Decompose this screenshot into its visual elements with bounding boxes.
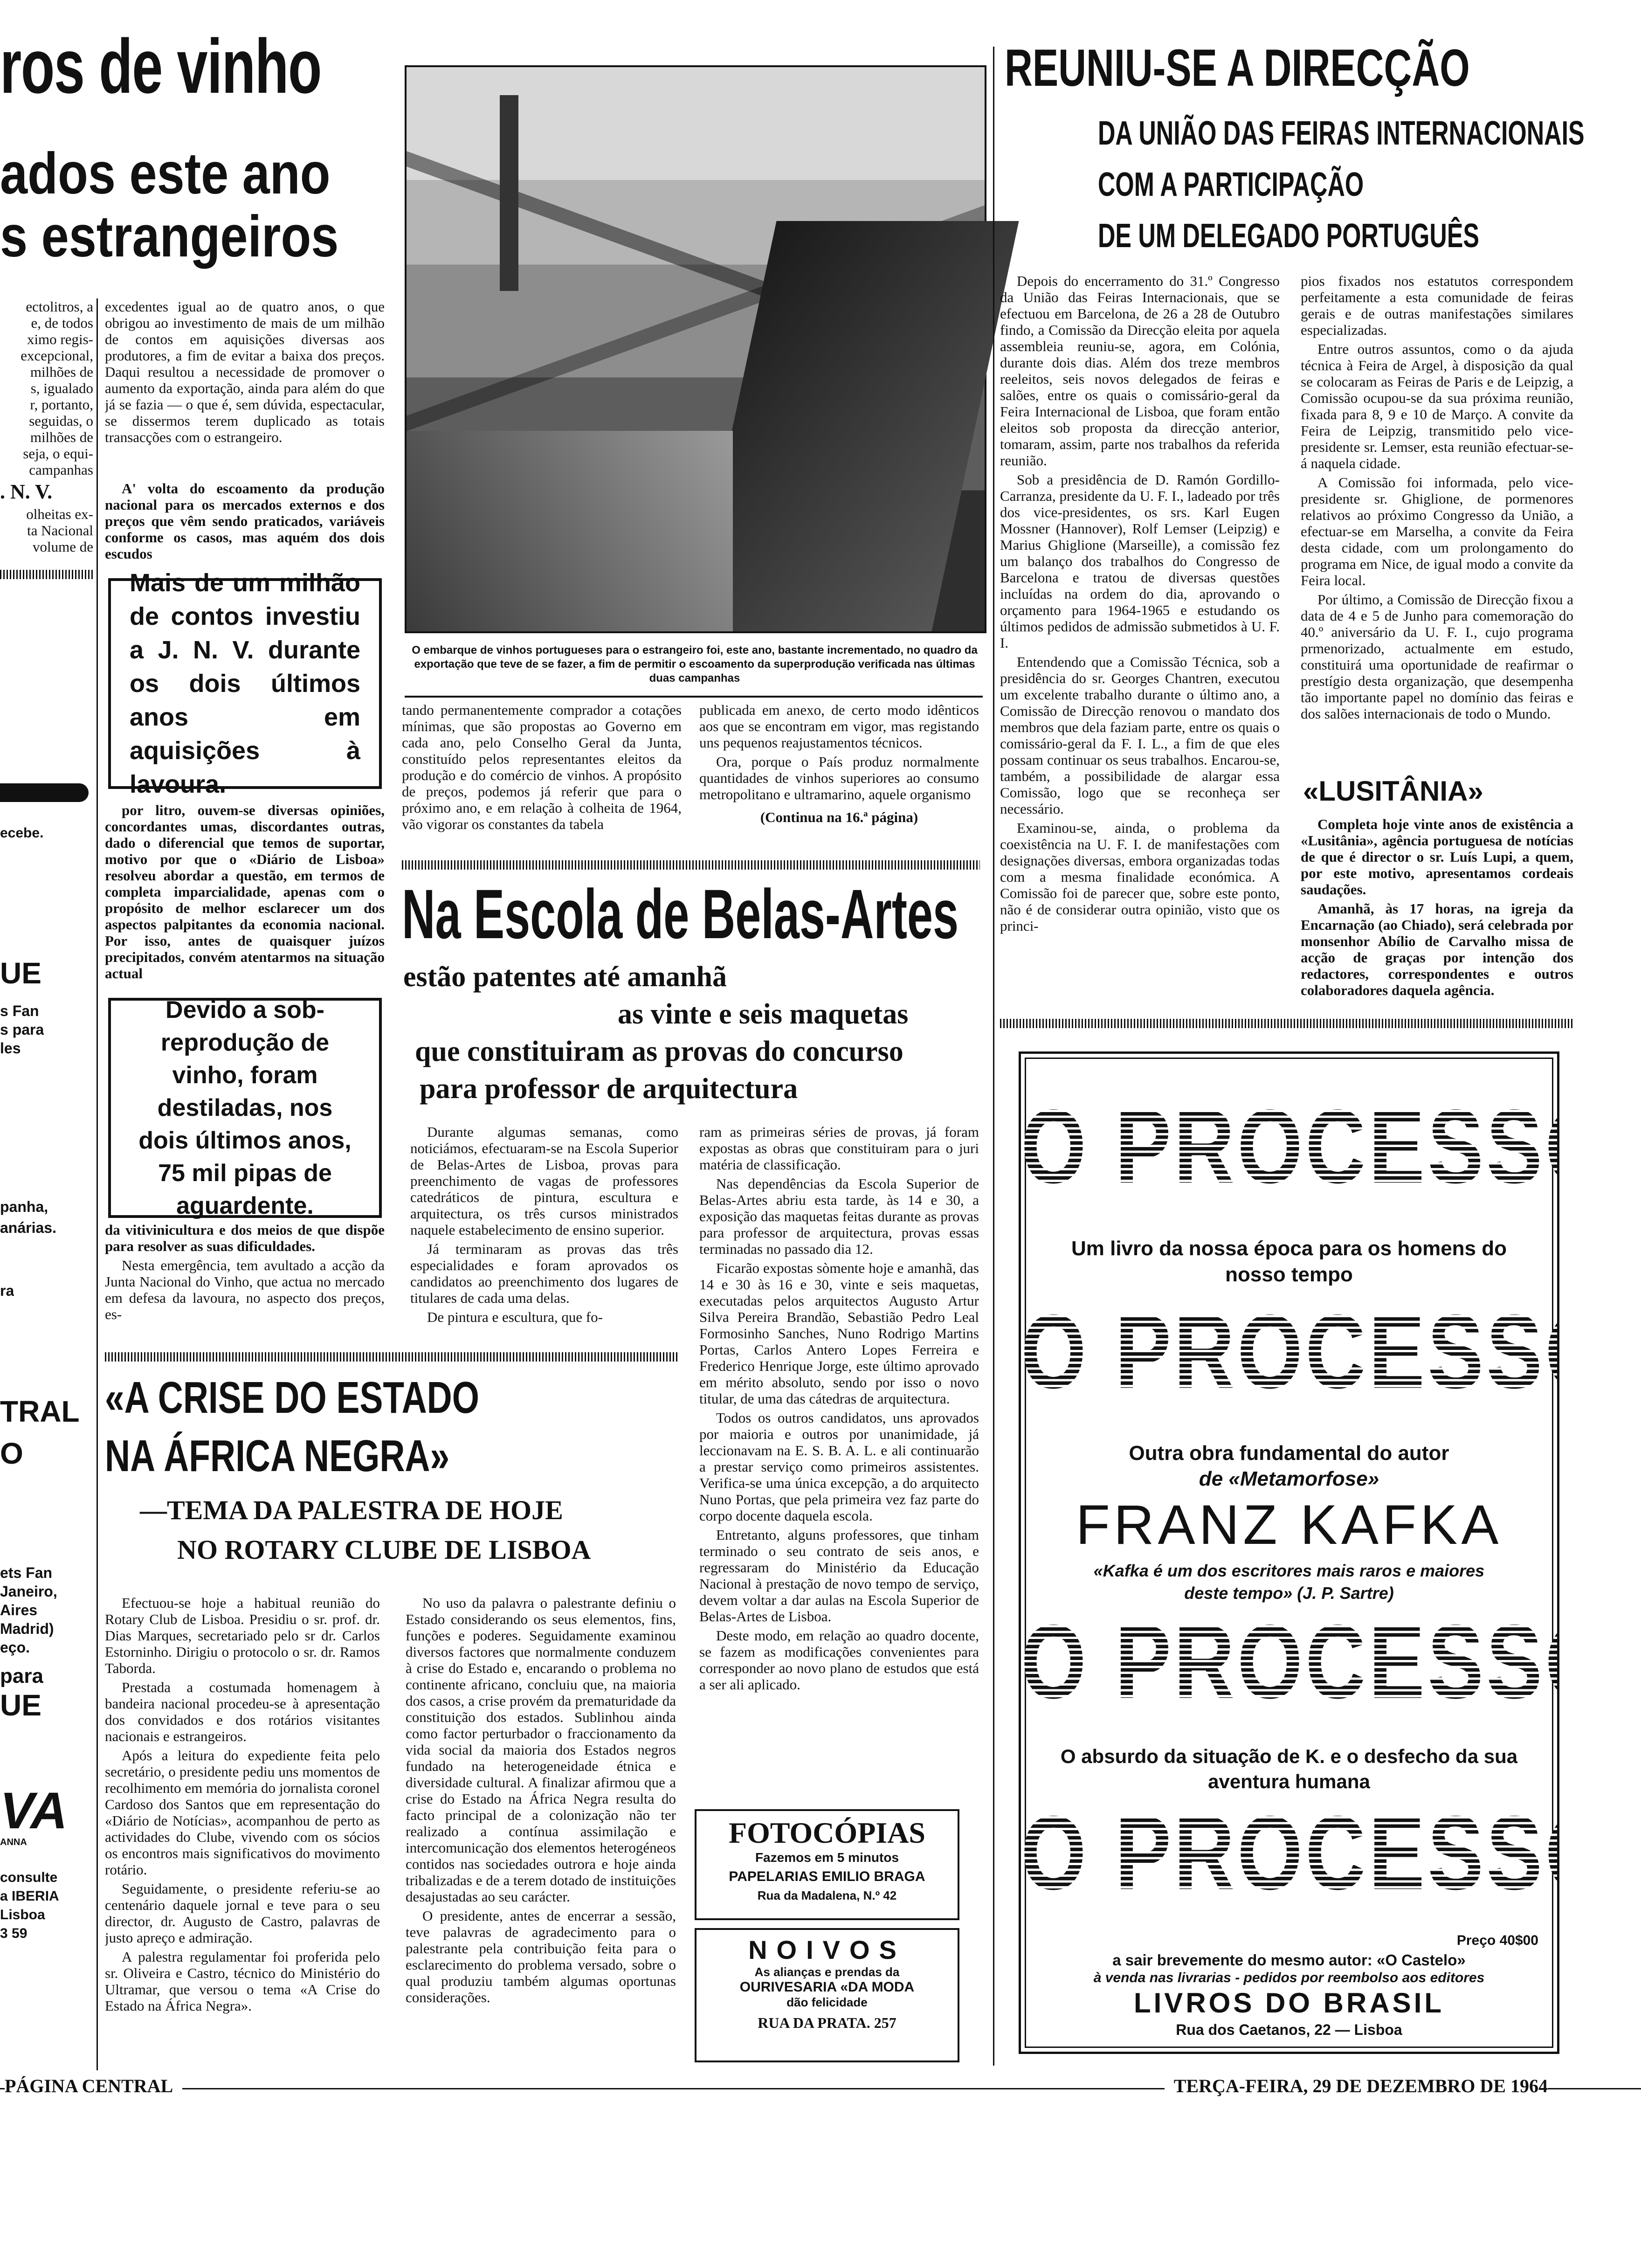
wine-col1-p3	[105, 802, 385, 989]
crise-paragraph: Após a leitura do expediente feita pelo secretário, o presidente pediu uns momentos de recolhimento em memória do jornalista coronel Cardoso dos Santos que em representação do «Diário de Notícias», acompanhou de perto as actividades do Clube, vivendo com os sócios os encontros mais significativos do movimento rotário.	[105, 1747, 380, 1878]
belas-paragraph: Ficarão expostas sòmente hoje e amanhã, das 14 e 30 às 16 e 30, vinte e seis maquetas, executadas pelos arquitectos Augusto Artur Silva Pereira Brandão, Sebastião Pedro Leal Formosinho Sanches, Nuno Rodrigo Martins Portas, Carlos Antero Lopes Ferreira e Frederico Henrique Jorge, este último aprovado em mérito absoluto, sendo por isso o novo titular, de uma das cátedras de arquitectura.	[699, 1260, 979, 1407]
noivos-line-2: OURIVESARIA «DA MODA	[739, 1979, 915, 1995]
processo-author: FRANZ KAFKA	[1076, 1494, 1503, 1556]
wine-continua-label: (Continua na 16.ª página)	[760, 809, 918, 825]
left-text-line: volume de	[33, 539, 93, 555]
feiras-paragraph: A Comissão foi informada, pelo vice-presidente sr. Ghiglione, de pormenores relativos ao próximo Congresso da União, a efectuar-se em Marselha, a convite da Feira desta cidade, com um prolongamento do programa em Nice, de igual modo a convite da Feira local.	[1301, 474, 1573, 588]
wine-paragraph: da vitivinicultura e dos meios de que dispõe para resolver as suas dificuldades.	[105, 1222, 385, 1254]
photo-crane-shape	[500, 95, 518, 291]
left-text-line: ta Nacional	[27, 522, 93, 539]
feiras-paragraph: Entre outros assuntos, como o da ajuda técnica à Feira de Argel, à disposição da qual se colocaram as Feiras de Paris e de Leipzig, a Comissão ocupou-se da sua próxima reunião, fixada para 8, 9 e 10 de Março. A convite da Feira de Leipzig, transmitido pelo vice-presidente sr. Lemser, esta reunião efectuar-se-á naquela cidade.	[1301, 341, 1573, 471]
wine-shipping-photo	[405, 65, 986, 633]
belas-artes-deck-2: as vinte e seis maquetas	[618, 998, 909, 1030]
crise-headline-2: NA ÁFRICA NEGRA»	[105, 1431, 450, 1481]
processo-title-1: O PROCESSO	[1021, 1088, 1613, 1205]
processo-title-3: O PROCESSO	[1021, 1603, 1613, 1721]
noivos-title: NOIVOS	[748, 1935, 906, 1964]
left-text-line: e, de todos	[31, 315, 93, 331]
wine-col3	[699, 702, 979, 856]
left-ad-fragments	[0, 727, 93, 1996]
left-headline-line-3: s estrangeiros	[0, 204, 339, 269]
footer-date: TERÇA-FEIRA, 29 DE DEZEMBRO DE 1964	[1165, 2075, 1548, 2097]
left-ad-airplane-icon	[0, 783, 89, 802]
processo-tagline-2b: de «Metamorfose»	[1199, 1467, 1379, 1490]
wine-highlight-box-2	[108, 998, 382, 1218]
left-ad-fragment: ecebe.	[0, 825, 44, 841]
fotocopias-line-2: PAPELARIAS EMILIO BRAGA	[729, 1869, 925, 1884]
wine-highlight-box-1	[108, 569, 382, 798]
footer-page-label: PÁGINA CENTRAL	[5, 2075, 182, 2097]
feiras-paragraph: Sob a presidência de D. Ramón Gordillo-Carranza, presidente da U. F. I., ladeado por três dos vice-presidentes, os srs. Karl Eugen Mossner (Hannover), Rolf Lemser (Leipzig) e Marius Ghiglione (Marseille), a comissão fez um balanço dos trabalhos do Congresso de Barcelona e tratou de diversas questões incluídas na ordem do dia, aprovando o orçamento para 1964-1965 e estudando os últimos pedidos de admissão submetidos à U. F. I.	[1000, 471, 1280, 651]
column-divider-mid	[993, 47, 994, 2066]
belas-artes-col2	[699, 1124, 979, 1758]
left-ad-fragment: a IBERIA	[0, 1888, 59, 1904]
left-ad-fragment: Madrid)	[0, 1620, 54, 1637]
left-ad-fragment: 3 59	[0, 1926, 28, 1941]
processo-title-4: O PROCESSO	[1021, 1794, 1613, 1912]
crise-headline-1: «A CRISE DO ESTADO	[105, 1373, 479, 1423]
wine-col1-top	[105, 298, 385, 476]
processo-publisher: LIVROS DO BRASIL	[1133, 1987, 1445, 2019]
left-headline-line-2: ados este ano	[0, 141, 331, 206]
left-ad-fragment: Lisboa	[0, 1907, 45, 1922]
left-text-line: . N. V.	[0, 480, 53, 503]
belas-left-rule	[105, 1352, 678, 1362]
left-text-line: excepcional,	[21, 347, 93, 364]
left-text-line: olheitas ex-	[26, 506, 93, 522]
wine-highlight-text-1: Mais de um milhão de contos investiu a J. N. V. durante os dois últimos anos em aquisições à lavoura.	[130, 569, 360, 798]
left-ad-fragment: VA	[0, 1782, 68, 1839]
feiras-col1	[1000, 273, 1280, 1014]
processo-quote: «Kafka é um dos escritores mais raros e maiores deste tempo» (J. P. Sartre)	[1093, 1561, 1485, 1603]
left-ad-fragment: s para	[0, 1021, 44, 1038]
left-ad-fragment: ANNA	[0, 1837, 27, 1847]
left-strip-text	[0, 298, 93, 569]
wine-paragraph: publicada em anexo, de certo modo idênticos aos que se encontram em vigor, mas registando uns pequenos reajustamentos técnicos.	[699, 702, 979, 751]
photo-caption-rule	[405, 696, 983, 698]
processo-tagline-3: O absurdo da situação de K. e o desfecho da sua aventura humana	[1060, 1745, 1518, 1792]
crise-paragraph: Seguidamente, o presidente referiu-se ao centenário daquele jornal e teve para o seu director, dr. Augusto de Castro, palavras de justo apreço e admiração.	[105, 1881, 380, 1946]
feiras-sub-1: DA UNIÃO DAS FEIRAS INTERNACIONAIS	[1098, 115, 1585, 152]
wine-paragraph: por litro, ouvem-se diversas opiniões, concordantes umas, discordantes outras, dado o diferencial que temos de suportar, motivo por que o «Diário de Lisboa» resolveu abordar a questão, em termos de completa imparcialidade, apenas com o propósito de melhor esclarecer um dos aspectos palpitantes da economia nacional. Por isso, antes de quaisquer juízos precipitados, convém atentarmos na situação actual	[105, 802, 385, 982]
belas-paragraph: De pintura e escultura, que fo-	[427, 1309, 603, 1325]
left-ad-fragment: para	[0, 1665, 43, 1687]
lusitania-heading: «LUSITÂNIA»	[1303, 775, 1483, 807]
crise-paragraph: Efectuou-se hoje a habitual reunião do Rotary Club de Lisboa. Presidiu o sr. prof. dr. Dias Marques, secretariado pelo sr dr. Carlos Estorninho. Dirigiu o protocolo o sr. dr. Ramos Taborda.	[105, 1595, 380, 1676]
belas-paragraph: Durante algumas semanas, como noticiámos, efectuaram-se na Escola Superior de Belas-Artes de Lisboa, provas para preenchimento de vagas de professores catedráticos de pintura, escultura e arquitectura, os três cursos ministrados naquele estabelecimento de ensino superior.	[410, 1124, 678, 1238]
left-text-line: milhões de	[30, 364, 93, 380]
wine-paragraph: excedentes igual ao de quatro anos, o que obrigou ao investimento de mais de um milhão de contos em aquisições diversas aos produtores, a fim de evitar a baixa dos preços. Daqui resultou a necessidade de promover o aumento da exportação, ainda para além do que já se fazia — o que é, sem dúvida, espectacular, se dissermos terem duplicado as totais transacções com o estrangeiro.	[105, 298, 385, 445]
photo-caption: O embarque de vinhos portugueses para o estrangeiro foi, este ano, bastante incrementado, no quadro da exportação que teve de se fazer, a fim de permitir o escoamento da superprodução verificada nas últimas duas campanhas	[412, 644, 978, 685]
processo-price: Preço 40$00	[1456, 1933, 1538, 1948]
noivos-line-4: RUA DA PRATA. 257	[758, 2014, 896, 2031]
left-text-line: r, portanto,	[30, 396, 93, 413]
feiras-paragraph: Depois do encerramento do 31.º Congresso da União das Feiras Internacionais, que se efectuou em Barcelona, de 26 a 28 de Outubro findo, a Comissão da Direcção eleita por aquela assembleia reuniu-se, agora, em Colónia, durante dois dias. Além dos treze membros reeleitos, seis novos delegados de feiras e salões, entre os quais o comissário-geral da Feira Internacional de Lisboa, que foram então eleitos sob proposta da direcção anterior, tomaram, assim, parte nos trabalhos da referida reunião.	[1000, 273, 1280, 469]
wine-col1-p2	[105, 480, 385, 564]
left-ad-fragment: Aires	[0, 1602, 38, 1618]
left-text-line: s, igualado	[30, 380, 93, 396]
crise-col1	[105, 1595, 380, 2061]
ad-noivos	[695, 1928, 959, 2062]
crise-paragraph: Prestada a costumada homenagem à bandeira nacional procedeu-se à apresentação dos convidados e dos rotários visitantes nacionais e estrangeiros.	[105, 1679, 380, 1744]
belas-artes-deck-4: para professor de arquitectura	[420, 1073, 798, 1105]
processo-coming-soon: a sair brevemente do mesmo autor: «O Castelo»	[1112, 1951, 1466, 1969]
feiras-paragraph: pios fixados nos estatutos correspondem perfeitamente a esta comunidade de feiras gerais e de outras manifestações similares especializadas.	[1301, 273, 1573, 338]
wine-paragraph: A' volta do escoamento da produção nacional para os mercados externos e dos preços que vêm sendo praticados, variáveis conforme os casos, mas aquém dos dois escudos	[105, 480, 385, 562]
lusitania-paragraph: Amanhã, às 17 horas, na igreja da Encarnação (ao Chiado), será celebrada por monsenhor Abílio de Carvalho missa de acção de graças por intenção dos redactores, correspondentes e outros colaboradores daquela agência.	[1301, 900, 1573, 998]
processo-address: Rua dos Caetanos, 22 — Lisboa	[1176, 2021, 1402, 2038]
photo-ship-hull	[689, 221, 1019, 631]
ad-o-processo	[1019, 1051, 1613, 2054]
feiras-paragraph: Examinou-se, ainda, o problema da coexistência na U. F. I. de manifestações com designações diversas, embora organizadas todas com a mesma finalidade económica. A Comissão foi de parecer que, sobre este ponto, não é de considerar outra opinião, visto que os princi-	[1000, 820, 1280, 934]
processo-tagline-1: Um livro da nossa época para os homens do nosso tempo	[1071, 1237, 1507, 1286]
wine-paragraph: Nesta emergência, tem avultado a acção da Junta Nacional do Vinho, que actua no mercado em defesa da lavoura, no aspecto dos preços, es-	[105, 1257, 385, 1322]
wine-paragraph: tando permanentemente comprador a cotações mínimas, que são propostas ao Governo em cada ano, pelo Conselho Geral da Junta, constituído pelos representantes eleitos da produção e do comércio de vinhos. A propósito de preços, podemos já referir que para o próximo ano, e em relação à colheita de 1964, vão vigorar os constantes da tabela	[402, 702, 682, 832]
wine-paragraph: Ora, porque o País produz normalmente quantidades de vinhos superiores ao consumo metropolitano e ultramarino, aquele organismo	[699, 754, 979, 802]
left-ad-fragment: anárias.	[0, 1219, 56, 1236]
belas-artes-deck-1: estão patentes até amanhã	[403, 961, 727, 993]
ad-fotocopias	[695, 1809, 959, 1920]
belas-artes-col1	[410, 1124, 678, 1348]
left-ad-fragment: ra	[0, 1282, 14, 1299]
left-text-line: campanhas	[29, 462, 93, 478]
belas-artes-deck-3: que constituiram as provas do concurso	[415, 1036, 903, 1067]
lusitania-body	[1301, 816, 1573, 1016]
belas-paragraph: Todos os outros candidatos, uns aprovados por maioria e outros por unanimidade, já leccionavam na E. S. B. A. L. e ali continuarão a prestar serviço como primeiros assistentes. Verifica-se uma única excepção, a do arquitecto Nuno Portas, que pela primeira vez faz parte do corpo docente daquela escola.	[699, 1410, 979, 1524]
processo-title-2: O PROCESSO	[1021, 1293, 1613, 1411]
processo-tagline-2a: Outra obra fundamental do autor	[1129, 1442, 1449, 1465]
left-ad-fragment: UE	[0, 956, 41, 990]
left-ad-fragment: UE	[0, 1688, 41, 1722]
left-ad-fragment: Janeiro,	[0, 1583, 57, 1600]
fotocopias-line-1: Fazemos em 5 minutos	[755, 1850, 899, 1865]
left-text-line: ximo regis-	[27, 331, 93, 347]
left-ad-fragment: panha,	[0, 1198, 48, 1215]
left-strip-divider	[97, 298, 98, 2070]
noivos-line-3: dão felicidade	[786, 1995, 868, 2009]
left-strip-rule	[0, 570, 93, 579]
left-ad-fragment: O	[0, 1437, 23, 1470]
left-ad-fragment: les	[0, 1040, 21, 1057]
fotocopias-title: FOTOCÓPIAS	[729, 1816, 925, 1849]
belas-artes-headline: Na Escola de Belas-Artes	[402, 875, 959, 953]
belas-paragraph: Entretanto, alguns professores, que tinham terminado o seu contrato de seis anos, e regressaram do Ministério da Educação Nacional à prestação de novo tempo de serviço, devem voltar a dar aulas na Escola Superior de Belas-Artes de Lisboa.	[699, 1527, 979, 1625]
belas-paragraph: Já terminaram as provas das três especialidades e foram aprovados os candidatos ao preenchimento dos lugares de titulares de cada uma delas.	[410, 1241, 678, 1306]
left-text-line: seja, o equi-	[23, 445, 93, 462]
feiras-col2	[1301, 273, 1573, 760]
crise-paragraph: A palestra regulamentar foi proferida pelo sr. Oliveira e Castro, técnico do Ministério do Ultramar, que versou o tema «A Crise do Estado na África Negra».	[105, 1949, 380, 2014]
left-ad-fragment: eço.	[0, 1639, 30, 1656]
belas-paragraph: Deste modo, em relação ao quadro docente, se fazem as modificações convenientes para corresponder ao novo plano de estudos que está a ser ali aplicado.	[699, 1627, 979, 1693]
crise-paragraph: No uso da palavra o palestrante definiu o Estado considerando os seus elementos, fins, funções e poderes. Seguidamente examinou diversos factores que normalmente conduzem à crise do Estado e, encarando o problema no continente africano, concluiu que, na maioria dos casos, a crise provém da prematuridade da constituição dos estados. Sublinhou ainda como factor perturbador o fraccionamento da vida social da maioria dos Estados negros fundado na heterogeneidade étnica e diversidade cultural. A finalizar afirmou que a crise do Estado na África Negra resulta do facto principal de a colonização não ter realizado a contínua assimilação e intercomunicação dos elementos heterogéneos contidos nas sociedades outrora e hoje ainda tribalizadas e de a terem dotado de instituições desajustadas ao seu carácter.	[406, 1595, 676, 1905]
feiras-sub-2: COM A PARTICIPAÇÃO	[1098, 166, 1364, 203]
feiras-bottom-rule	[1000, 1019, 1573, 1028]
belas-paragraph: Nas dependências da Escola Superior de Belas-Artes abriu esta tarde, às 14 e 30, a exposição das maquetas feitas durante as provas para professor de arquitectura, provas essas terminadas no passado dia 12.	[699, 1175, 979, 1257]
left-text-line: seguidas, o	[29, 413, 93, 429]
left-ad-fragment: TRAL	[0, 1395, 80, 1428]
left-text-line: milhões de	[30, 429, 93, 445]
wine-bottom-rule	[402, 860, 980, 870]
left-ad-fragment: ets Fan	[0, 1564, 53, 1581]
feiras-paragraph: Por último, a Comissão de Direcção fixou a data de 4 e 5 de Junho para comemoração do 40.º aniversário da U. F. I., cujo programa prmenorizado, actualmente em estudo, constituirá uma oportunidade de reafirmar o prestígio desta organização, que desempenha tão importante papel no domínio das feiras e dos salões internacionais de todo o Mundo.	[1301, 591, 1573, 722]
crise-deck-1: —TEMA DA PALESTRA DE HOJE	[140, 1495, 563, 1525]
left-ad-fragment: s Fan	[0, 1003, 39, 1019]
wine-highlight-text-2: Devido a sob-reprodução de vinho, foram destiladas, nos dois últimos anos, 75 mil pipas de aguardente.	[138, 996, 352, 1219]
belas-paragraph: ram as primeiras séries de provas, já foram expostas as obras que constituiram para o juri matéria de classificação.	[699, 1124, 979, 1173]
wine-col1-p4	[105, 1222, 385, 1343]
processo-sales: à venda nas livrarias - pedidos por reembolso aos editores	[1093, 1970, 1485, 1985]
feiras-sub-3: DE UM DELEGADO PORTUGUÊS	[1098, 217, 1479, 255]
left-strip	[0, 28, 387, 289]
crise-paragraph: O presidente, antes de encerrar a sessão, teve palavras de agradecimento para o palestrante pela contribuição feita para o esclarecimento do problema versado, sobre o qual produziu também algumas oportunas considerações.	[406, 1908, 676, 2005]
noivos-line-1: As alianças e prendas da	[754, 1965, 900, 1979]
crise-deck-2: NO ROTARY CLUBE DE LISBOA	[177, 1535, 591, 1565]
left-text-line: ectolitros, a	[26, 298, 93, 315]
fotocopias-line-3: Rua da Madalena, N.º 42	[757, 1888, 897, 1902]
feiras-headline: REUNIU-SE A DIRECÇÃO	[1005, 39, 1470, 97]
photo-deck-shape	[407, 431, 733, 631]
wine-col2	[402, 702, 682, 856]
crise-col2	[406, 1595, 676, 2061]
left-ad-fragment: consulte	[0, 1870, 58, 1885]
feiras-paragraph: Entendendo que a Comissão Técnica, sob a presidência do sr. Georges Chantren, executou um excelente trabalho durante o último ano, a Comissão de Direcção renovou o mandato dos membros que dela faziam parte, entre os quais o comissário-geral da F. I. L., a fim de que eles possam continuar os seus trabalhos. Encarou-se, também, a possibilidade de alargar essa Comissão, logo que se reconheça ser necessário.	[1000, 654, 1280, 817]
left-headline-line-1: ros de vinho	[0, 28, 322, 109]
lusitania-paragraph: Completa hoje vinte anos de existência a «Lusitânia», agência portuguesa de notícias de que é director o sr. Luís Lupi, a quem, por este motivo, apresentamos cordeais saudações.	[1301, 816, 1573, 898]
